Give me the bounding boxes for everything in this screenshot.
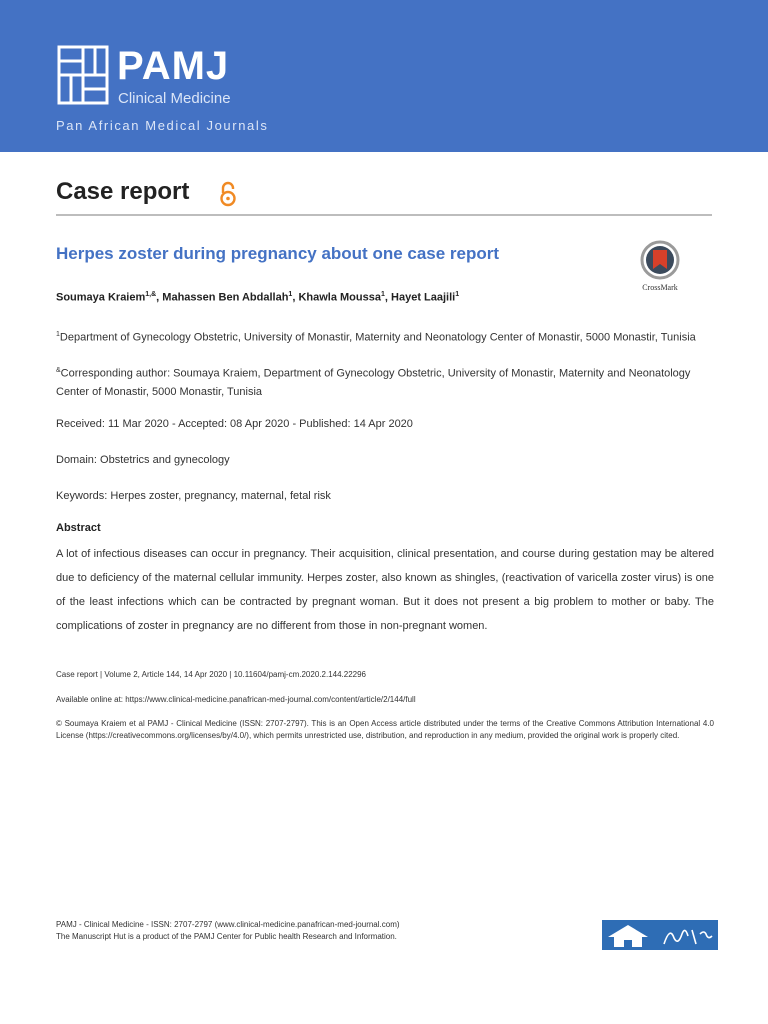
author-separator: , (156, 291, 163, 304)
brand-tagline: Pan African Medical Journals (56, 118, 269, 133)
page-footer (56, 919, 400, 943)
author-affiliation-marker: 1 (288, 291, 293, 298)
article-title: Herpes zoster during pregnancy about one case report (56, 244, 500, 263)
author-name[interactable]: Mahassen Ben Abdallah (162, 291, 289, 304)
corresponding-marker: & (56, 367, 61, 374)
affiliation-text: Department of Gynecology Obstetric, University of Monastir, Maternity and Neonatology Center of Monastir, 5000 Monastir, Tunisia (59, 331, 696, 344)
open-access-lock-icon (218, 181, 238, 207)
author-name[interactable]: Khawla Moussa (298, 291, 381, 304)
author-name[interactable]: Soumaya Kraiem (56, 291, 146, 304)
author-affiliation-marker: 1 (455, 291, 460, 298)
corresponding-text: Corresponding author: Soumaya Kraiem, Department of Gynecology Obstetric, University of Monastir, Maternity and Neonatology Center of Monastir, 5000 Monastir, Tunisia (56, 367, 691, 398)
brand-name: PAMJ (117, 44, 230, 88)
keywords: Keywords: Herpes zoster, pregnancy, maternal, fetal risk (56, 490, 331, 502)
footer-line-2: The Manuscript Hut is a product of the PAMJ Center for Public health Research and Information. (56, 932, 397, 941)
abstract-body: A lot of infectious diseases can occur in pregnancy. Their acquisition, clinical presentation, and course during gestation may be altered due to deficiency of the maternal cellular immunity. Herpes zoster, also known as shingles, (reactivation of varicella zoster virus) is one of the least infections which can be contracted by pregnant woman. But it does not present a big problem to mother or baby. The complications of zoster in pregnancy are no different from those in non-pregnant women. (56, 548, 714, 632)
section-title: Case report (56, 178, 190, 205)
abstract-heading: Abstract (56, 522, 101, 534)
author-affiliation-marker: 1 (380, 291, 385, 298)
manuscript-hut-logo-icon (602, 920, 718, 950)
brand-subtitle: Clinical Medicine (118, 90, 231, 107)
author-list (56, 291, 459, 304)
available-online-link[interactable]: Available online at: https://www.clinical-medicine.panafrican-med-journal.com/content/article/2/144/full (56, 695, 416, 704)
citation-line: Case report | Volume 2, Article 144, 14 Apr 2020 | 10.11604/pamj-cm.2020.2.144.22296 (56, 670, 366, 679)
section-divider (56, 214, 712, 216)
corresponding-author (56, 362, 714, 401)
domain: Domain: Obstetrics and gynecology (56, 454, 230, 466)
author-affiliation-marker: 1,& (145, 291, 157, 298)
author-separator: , (384, 291, 392, 304)
pamj-logo-icon (56, 44, 110, 106)
author-name[interactable]: Hayet Laajili (391, 291, 456, 304)
license-text: © Soumaya Kraiem et al PAMJ - Clinical Medicine (ISSN: 2707-2797). This is an Open Access article distributed under the terms of the Creative Commons Attribution International 4.0 License (https://creativecommons.org/licenses/by/4.0/), which permits unrestricted use, distribution, and reproduction in any medium, provided the original work is properly cited. (56, 719, 714, 740)
journal-header (0, 0, 768, 152)
crossmark-icon[interactable] (634, 240, 686, 292)
publication-dates: Received: 11 Mar 2020 - Accepted: 08 Apr 2020 - Published: 14 Apr 2020 (56, 418, 413, 430)
affiliation (56, 326, 714, 347)
author-separator: , (292, 291, 299, 304)
footer-line-1: PAMJ - Clinical Medicine - ISSN: 2707-2797 (www.clinical-medicine.panafrican-med-journal.com) (56, 920, 400, 929)
crossmark-label: CrossMark (642, 283, 678, 292)
affiliation-marker: 1 (56, 331, 60, 338)
